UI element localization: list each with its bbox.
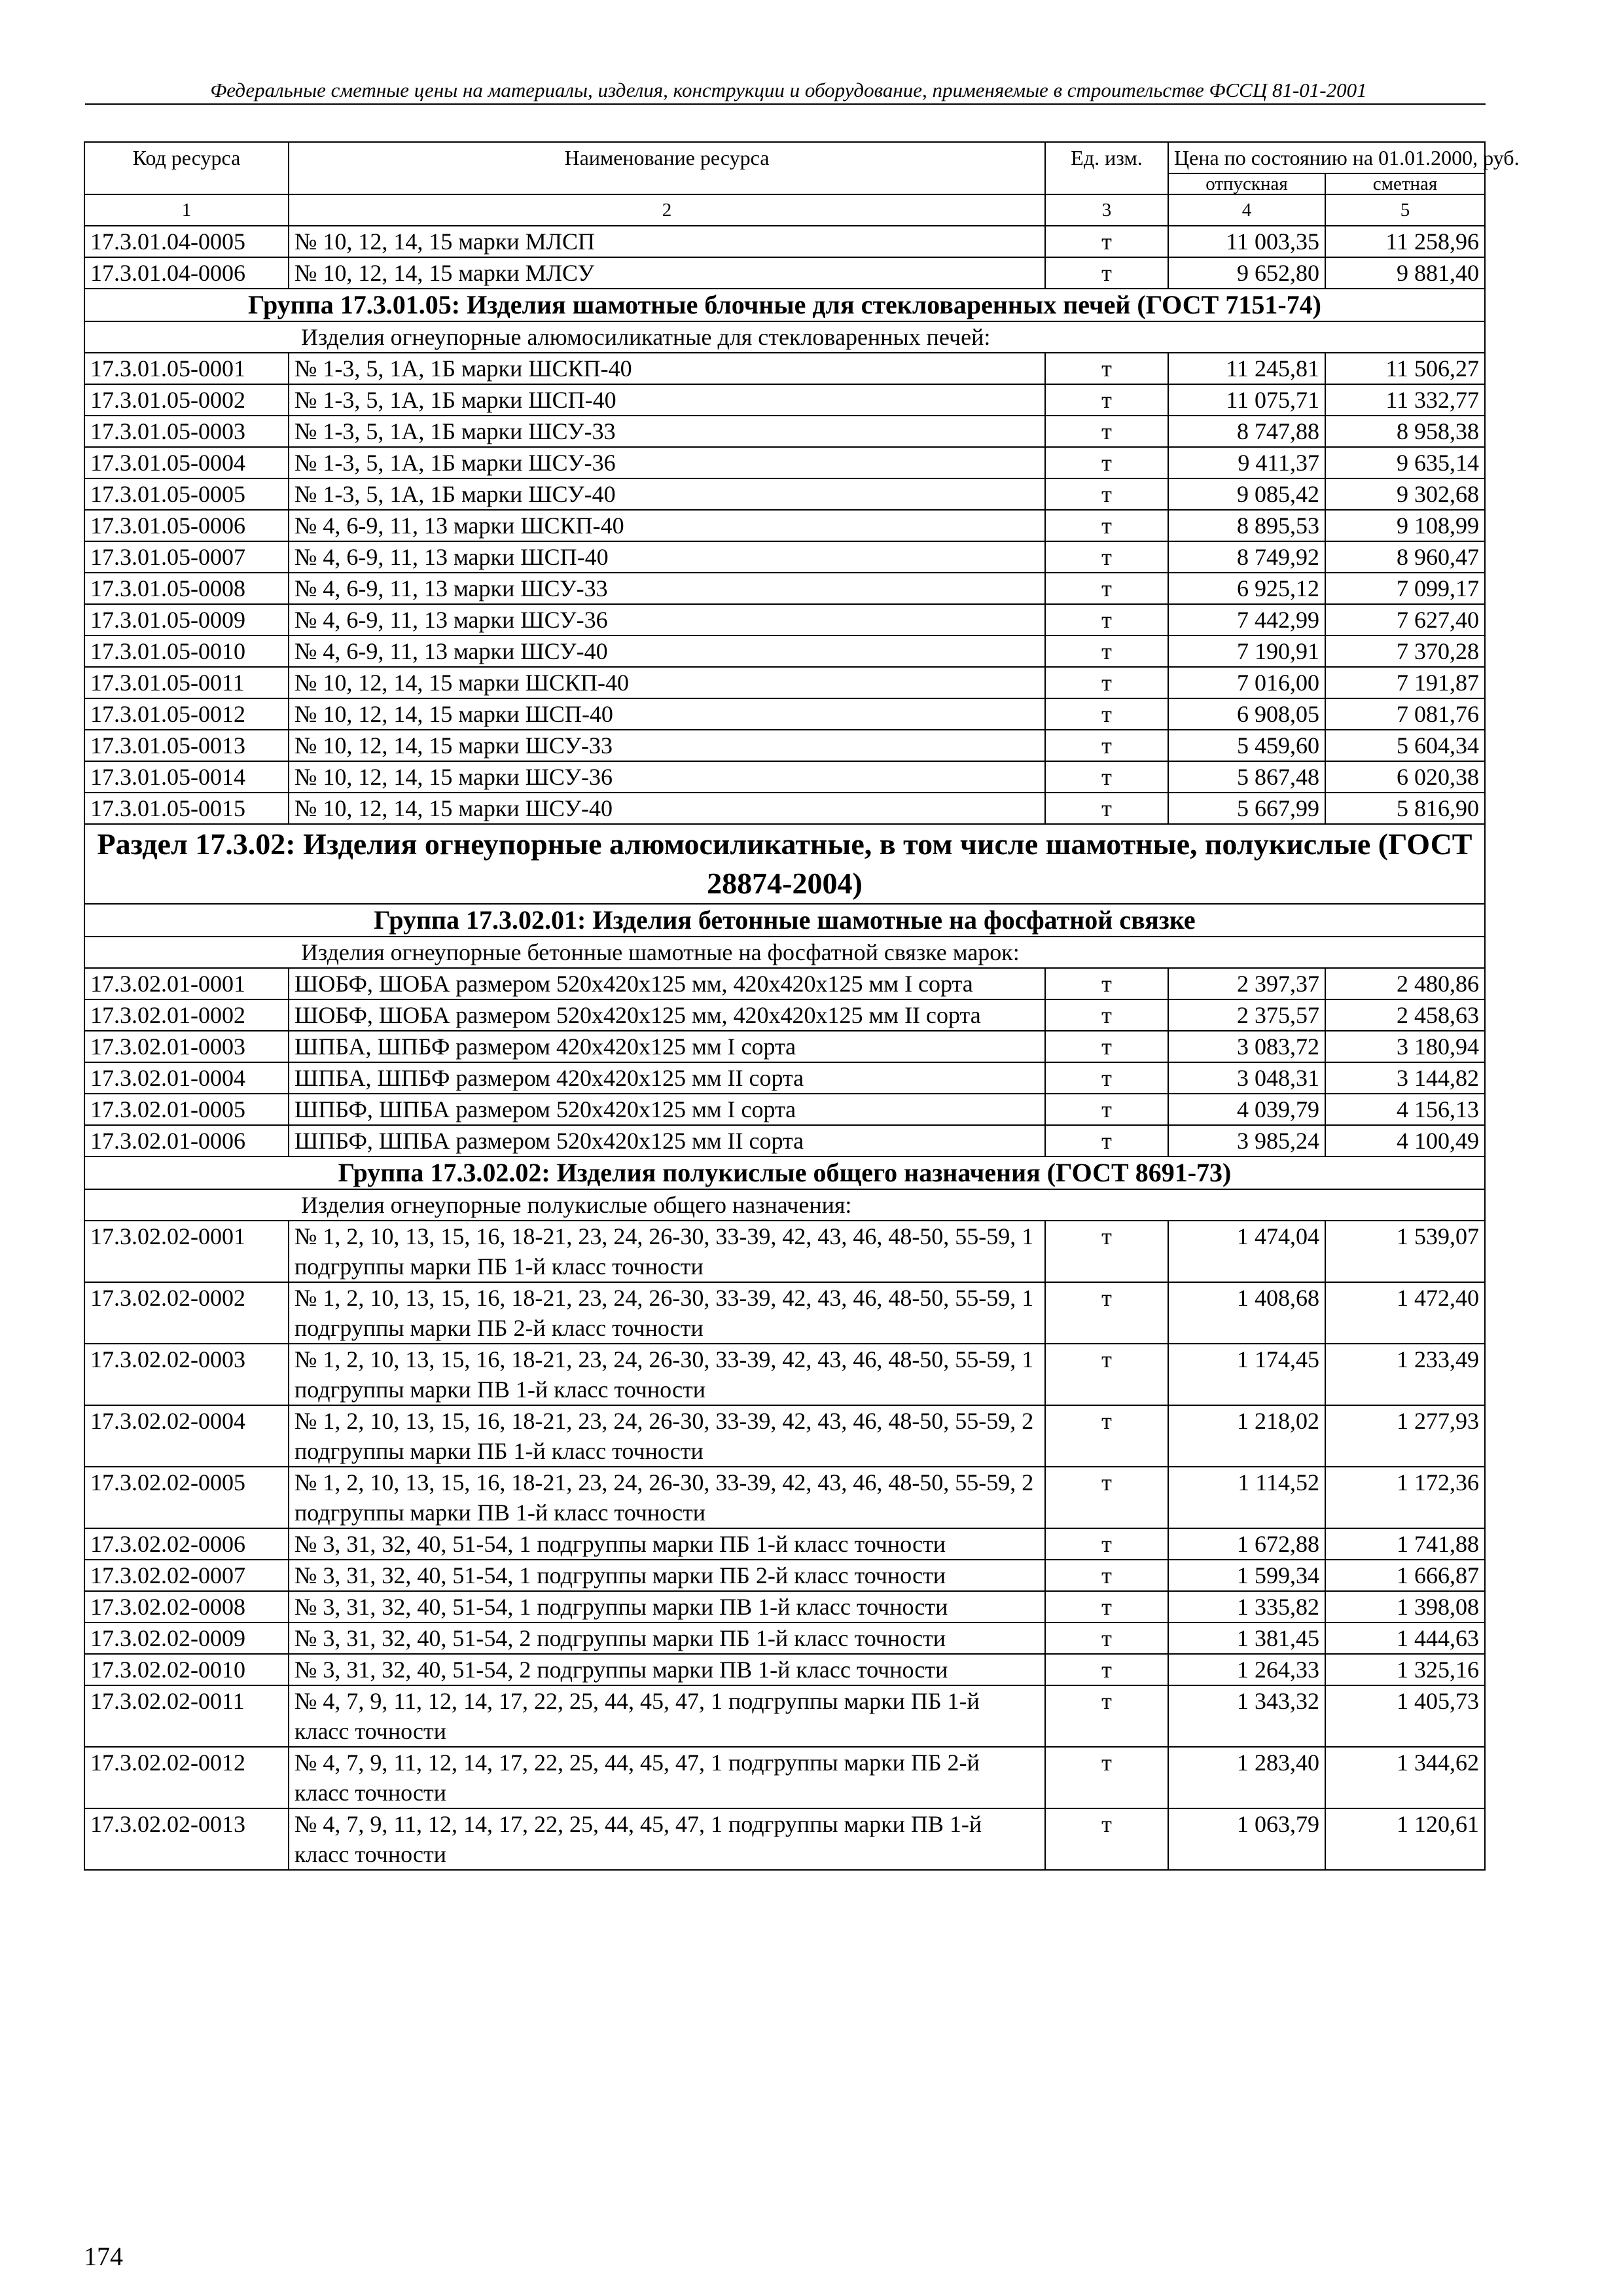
price-release: 1 672,88 — [1168, 1528, 1325, 1560]
resource-code: 17.3.02.01-0005 — [84, 1094, 289, 1125]
resource-unit: т — [1045, 968, 1168, 999]
price-release: 2 397,37 — [1168, 968, 1325, 999]
group-heading-row — [84, 289, 1485, 321]
resource-unit: т — [1045, 698, 1168, 730]
resource-unit: т — [1045, 1591, 1168, 1623]
table-row — [84, 1125, 1485, 1157]
resource-unit: т — [1045, 1125, 1168, 1157]
group-heading: Группа 17.3.02.02: Изделия полукислые общего назначения (ГОСТ 8691-73) — [84, 1157, 1485, 1189]
resource-name: № 4, 7, 9, 11, 12, 14, 17, 22, 25, 44, 45, 47, 1 подгруппы марки ПБ 1-й класс точности — [289, 1685, 1045, 1747]
price-release: 1 174,45 — [1168, 1344, 1325, 1405]
column-number: 4 — [1168, 194, 1325, 226]
resource-name: № 10, 12, 14, 15 марки МЛСП — [289, 226, 1045, 257]
header-divider — [85, 103, 1486, 105]
price-estimate: 1 233,49 — [1325, 1344, 1485, 1405]
resource-code: 17.3.02.01-0003 — [84, 1031, 289, 1062]
table-row — [84, 636, 1485, 667]
table-row — [84, 1467, 1485, 1528]
resource-unit: т — [1045, 1062, 1168, 1094]
table-row — [84, 353, 1485, 384]
resource-name: № 1-3, 5, 1А, 1Б марки ШСКП-40 — [289, 353, 1045, 384]
resource-name: № 4, 6-9, 11, 13 марки ШСКП-40 — [289, 510, 1045, 541]
table-row — [84, 1654, 1485, 1685]
sub-heading-row — [84, 937, 1485, 968]
resource-code: 17.3.01.05-0007 — [84, 541, 289, 573]
price-estimate: 7 627,40 — [1325, 604, 1485, 636]
resource-name: ШПБФ, ШПБА размером 520х420х125 мм I сорта — [289, 1094, 1045, 1125]
resource-code: 17.3.01.05-0004 — [84, 447, 289, 478]
resource-unit: т — [1045, 1031, 1168, 1062]
price-release: 11 245,81 — [1168, 353, 1325, 384]
table-row — [84, 510, 1485, 541]
table-row — [84, 478, 1485, 510]
price-estimate: 3 180,94 — [1325, 1031, 1485, 1062]
price-estimate: 1 325,16 — [1325, 1654, 1485, 1685]
resource-name: № 10, 12, 14, 15 марки ШСП-40 — [289, 698, 1045, 730]
price-estimate: 1 666,87 — [1325, 1560, 1485, 1591]
price-release: 1 599,34 — [1168, 1560, 1325, 1591]
group-heading: Группа 17.3.02.01: Изделия бетонные шамотные на фосфатной связке — [84, 904, 1485, 937]
section-heading: Раздел 17.3.02: Изделия огнеупорные алюмосиликатные, в том числе шамотные, полукислые (ГОСТ 28874-2004) — [84, 824, 1485, 904]
resource-code: 17.3.02.01-0006 — [84, 1125, 289, 1157]
resource-code: 17.3.01.05-0015 — [84, 793, 289, 824]
table-row — [84, 761, 1485, 793]
resource-name: № 4, 6-9, 11, 13 марки ШСУ-33 — [289, 573, 1045, 604]
resource-unit: т — [1045, 1467, 1168, 1528]
group-heading-row — [84, 1157, 1485, 1189]
resource-name: № 10, 12, 14, 15 марки ШСКП-40 — [289, 667, 1045, 698]
header-name: Наименование ресурса — [289, 142, 1045, 194]
resource-unit: т — [1045, 636, 1168, 667]
price-estimate: 1 172,36 — [1325, 1467, 1485, 1528]
table-row — [84, 1623, 1485, 1654]
resource-name: ШПБФ, ШПБА размером 520х420х125 мм II сорта — [289, 1125, 1045, 1157]
sub-heading: Изделия огнеупорные полукислые общего назначения: — [84, 1189, 1485, 1221]
table-row — [84, 1221, 1485, 1282]
resource-name: № 3, 31, 32, 40, 51-54, 2 подгруппы марки ПБ 1-й класс точности — [289, 1623, 1045, 1654]
resource-unit: т — [1045, 1221, 1168, 1282]
page-number: 174 — [84, 2242, 123, 2271]
resource-code: 17.3.02.02-0005 — [84, 1467, 289, 1528]
resource-code: 17.3.02.02-0011 — [84, 1685, 289, 1747]
resource-code: 17.3.02.01-0002 — [84, 999, 289, 1031]
price-estimate: 9 635,14 — [1325, 447, 1485, 478]
resource-name: № 10, 12, 14, 15 марки ШСУ-40 — [289, 793, 1045, 824]
resource-unit: т — [1045, 541, 1168, 573]
resource-unit: т — [1045, 793, 1168, 824]
column-number: 3 — [1045, 194, 1168, 226]
price-estimate: 6 020,38 — [1325, 761, 1485, 793]
group-heading-row — [84, 904, 1485, 937]
price-estimate: 9 302,68 — [1325, 478, 1485, 510]
resource-unit: т — [1045, 478, 1168, 510]
resource-name: № 1-3, 5, 1А, 1Б марки ШСУ-36 — [289, 447, 1045, 478]
table-row — [84, 667, 1485, 698]
resource-unit: т — [1045, 416, 1168, 447]
table-row — [84, 1094, 1485, 1125]
table-row — [84, 1528, 1485, 1560]
price-estimate: 11 332,77 — [1325, 384, 1485, 416]
price-release: 8 747,88 — [1168, 416, 1325, 447]
sub-heading: Изделия огнеупорные бетонные шамотные на фосфатной связке марок: — [84, 937, 1485, 968]
price-release: 3 083,72 — [1168, 1031, 1325, 1062]
price-estimate: 5 604,34 — [1325, 730, 1485, 761]
table-row — [84, 384, 1485, 416]
sub-heading-row — [84, 1189, 1485, 1221]
price-estimate: 1 344,62 — [1325, 1747, 1485, 1808]
resource-name: № 1, 2, 10, 13, 15, 16, 18-21, 23, 24, 26-30, 33-39, 42, 43, 46, 48-50, 55-59, 1 подгруппы марки ПВ 1-й класс точности — [289, 1344, 1045, 1405]
resource-name: № 10, 12, 14, 15 марки ШСУ-33 — [289, 730, 1045, 761]
resource-unit: т — [1045, 667, 1168, 698]
price-release: 1 381,45 — [1168, 1623, 1325, 1654]
header-price: Цена по состоянию на 01.01.2000, руб. — [1168, 142, 1485, 173]
price-release: 9 411,37 — [1168, 447, 1325, 478]
column-number: 1 — [84, 194, 289, 226]
price-estimate: 1 539,07 — [1325, 1221, 1485, 1282]
resource-code: 17.3.01.05-0008 — [84, 573, 289, 604]
column-number: 2 — [289, 194, 1045, 226]
price-release: 8 749,92 — [1168, 541, 1325, 573]
table-row — [84, 1747, 1485, 1808]
resource-code: 17.3.02.02-0006 — [84, 1528, 289, 1560]
price-release: 9 652,80 — [1168, 257, 1325, 289]
price-estimate: 8 958,38 — [1325, 416, 1485, 447]
header-unit: Ед. изм. — [1045, 142, 1168, 194]
resource-code: 17.3.01.05-0011 — [84, 667, 289, 698]
price-estimate: 11 506,27 — [1325, 353, 1485, 384]
price-estimate: 7 081,76 — [1325, 698, 1485, 730]
price-table — [84, 141, 1520, 1871]
table-header — [84, 142, 1520, 226]
price-release: 6 908,05 — [1168, 698, 1325, 730]
sub-heading-row — [84, 321, 1485, 353]
header-code: Код ресурса — [84, 142, 289, 194]
resource-name: № 4, 7, 9, 11, 12, 14, 17, 22, 25, 44, 45, 47, 1 подгруппы марки ПБ 2-й класс точности — [289, 1747, 1045, 1808]
resource-code: 17.3.02.02-0012 — [84, 1747, 289, 1808]
resource-code: 17.3.02.02-0009 — [84, 1623, 289, 1654]
table-row — [84, 226, 1485, 257]
resource-name: № 1, 2, 10, 13, 15, 16, 18-21, 23, 24, 26-30, 33-39, 42, 43, 46, 48-50, 55-59, 1 подгруппы марки ПБ 2-й класс точности — [289, 1282, 1045, 1344]
price-estimate: 5 816,90 — [1325, 793, 1485, 824]
price-release: 6 925,12 — [1168, 573, 1325, 604]
price-estimate: 1 277,93 — [1325, 1405, 1485, 1467]
header-price-estimate: сметная — [1325, 173, 1485, 194]
resource-name: № 10, 12, 14, 15 марки МЛСУ — [289, 257, 1045, 289]
resource-code: 17.3.02.02-0007 — [84, 1560, 289, 1591]
resource-name: № 1, 2, 10, 13, 15, 16, 18-21, 23, 24, 26-30, 33-39, 42, 43, 46, 48-50, 55-59, 2 подгруппы марки ПБ 1-й класс точности — [289, 1405, 1045, 1467]
resource-unit: т — [1045, 1282, 1168, 1344]
resource-unit: т — [1045, 573, 1168, 604]
price-release: 1 264,33 — [1168, 1654, 1325, 1685]
resource-code: 17.3.02.01-0001 — [84, 968, 289, 999]
table-row — [84, 1591, 1485, 1623]
table-row — [84, 1808, 1485, 1870]
price-estimate: 1 120,61 — [1325, 1808, 1485, 1870]
price-estimate: 1 741,88 — [1325, 1528, 1485, 1560]
price-estimate: 1 398,08 — [1325, 1591, 1485, 1623]
table-row — [84, 541, 1485, 573]
resource-name: № 1, 2, 10, 13, 15, 16, 18-21, 23, 24, 26-30, 33-39, 42, 43, 46, 48-50, 55-59, 1 подгруппы марки ПБ 1-й класс точности — [289, 1221, 1045, 1282]
resource-name: № 1-3, 5, 1А, 1Б марки ШСУ-40 — [289, 478, 1045, 510]
table-row — [84, 447, 1485, 478]
resource-unit: т — [1045, 447, 1168, 478]
resource-unit: т — [1045, 1747, 1168, 1808]
group-heading: Группа 17.3.01.05: Изделия шамотные блочные для стекловаренных печей (ГОСТ 7151-74) — [84, 289, 1485, 321]
resource-name: № 1-3, 5, 1А, 1Б марки ШСП-40 — [289, 384, 1045, 416]
header-price-release: отпускная — [1168, 173, 1325, 194]
resource-name: № 4, 7, 9, 11, 12, 14, 17, 22, 25, 44, 45, 47, 1 подгруппы марки ПВ 1-й класс точности — [289, 1808, 1045, 1870]
resource-unit: т — [1045, 1654, 1168, 1685]
price-release: 1 335,82 — [1168, 1591, 1325, 1623]
price-release: 9 085,42 — [1168, 478, 1325, 510]
price-estimate: 9 108,99 — [1325, 510, 1485, 541]
resource-code: 17.3.02.02-0004 — [84, 1405, 289, 1467]
resource-name: № 1, 2, 10, 13, 15, 16, 18-21, 23, 24, 26-30, 33-39, 42, 43, 46, 48-50, 55-59, 2 подгруппы марки ПВ 1-й класс точности — [289, 1467, 1045, 1528]
resource-name: № 10, 12, 14, 15 марки ШСУ-36 — [289, 761, 1045, 793]
price-release: 4 039,79 — [1168, 1094, 1325, 1125]
price-estimate: 9 881,40 — [1325, 257, 1485, 289]
resource-code: 17.3.01.05-0005 — [84, 478, 289, 510]
table-row — [84, 257, 1485, 289]
resource-unit: т — [1045, 730, 1168, 761]
price-estimate: 1 444,63 — [1325, 1623, 1485, 1654]
price-release: 7 442,99 — [1168, 604, 1325, 636]
price-estimate: 2 458,63 — [1325, 999, 1485, 1031]
column-number: 5 — [1325, 194, 1485, 226]
resource-code: 17.3.02.02-0001 — [84, 1221, 289, 1282]
resource-code: 17.3.01.05-0006 — [84, 510, 289, 541]
resource-unit: т — [1045, 1094, 1168, 1125]
resource-code: 17.3.01.05-0010 — [84, 636, 289, 667]
table-row — [84, 1685, 1485, 1747]
resource-code: 17.3.01.04-0006 — [84, 257, 289, 289]
resource-unit: т — [1045, 510, 1168, 541]
resource-code: 17.3.02.02-0002 — [84, 1282, 289, 1344]
price-release: 5 867,48 — [1168, 761, 1325, 793]
resource-code: 17.3.02.02-0008 — [84, 1591, 289, 1623]
resource-code: 17.3.02.02-0010 — [84, 1654, 289, 1685]
resource-name: № 4, 6-9, 11, 13 марки ШСУ-40 — [289, 636, 1045, 667]
price-estimate: 7 191,87 — [1325, 667, 1485, 698]
resource-unit: т — [1045, 257, 1168, 289]
price-estimate: 7 370,28 — [1325, 636, 1485, 667]
price-release: 11 075,71 — [1168, 384, 1325, 416]
price-release: 3 048,31 — [1168, 1062, 1325, 1094]
table-row — [84, 1031, 1485, 1062]
price-estimate: 11 258,96 — [1325, 226, 1485, 257]
resource-unit: т — [1045, 1344, 1168, 1405]
resource-unit: т — [1045, 1623, 1168, 1654]
table-row — [84, 698, 1485, 730]
price-release: 1 408,68 — [1168, 1282, 1325, 1344]
price-estimate: 8 960,47 — [1325, 541, 1485, 573]
resource-unit: т — [1045, 1528, 1168, 1560]
resource-name: № 1-3, 5, 1А, 1Б марки ШСУ-33 — [289, 416, 1045, 447]
table-row — [84, 416, 1485, 447]
price-release: 1 343,32 — [1168, 1685, 1325, 1747]
table-row — [84, 1062, 1485, 1094]
resource-name: № 4, 6-9, 11, 13 марки ШСУ-36 — [289, 604, 1045, 636]
price-estimate: 4 100,49 — [1325, 1125, 1485, 1157]
resource-unit: т — [1045, 761, 1168, 793]
resource-unit: т — [1045, 384, 1168, 416]
price-release: 1 063,79 — [1168, 1808, 1325, 1870]
price-release: 1 114,52 — [1168, 1467, 1325, 1528]
resource-code: 17.3.01.05-0013 — [84, 730, 289, 761]
resource-unit: т — [1045, 1808, 1168, 1870]
resource-code: 17.3.01.05-0001 — [84, 353, 289, 384]
price-release: 1 474,04 — [1168, 1221, 1325, 1282]
price-release: 7 016,00 — [1168, 667, 1325, 698]
resource-code: 17.3.02.02-0013 — [84, 1808, 289, 1870]
resource-code: 17.3.01.05-0003 — [84, 416, 289, 447]
table-row — [84, 793, 1485, 824]
resource-code: 17.3.01.05-0012 — [84, 698, 289, 730]
resource-unit: т — [1045, 604, 1168, 636]
resource-code: 17.3.01.04-0005 — [84, 226, 289, 257]
resource-unit: т — [1045, 1560, 1168, 1591]
resource-code: 17.3.01.05-0002 — [84, 384, 289, 416]
price-release: 8 895,53 — [1168, 510, 1325, 541]
resource-code: 17.3.02.01-0004 — [84, 1062, 289, 1094]
resource-unit: т — [1045, 353, 1168, 384]
resource-code: 17.3.01.05-0009 — [84, 604, 289, 636]
price-release: 1 283,40 — [1168, 1747, 1325, 1808]
price-release: 7 190,91 — [1168, 636, 1325, 667]
price-release: 1 218,02 — [1168, 1405, 1325, 1467]
price-release: 2 375,57 — [1168, 999, 1325, 1031]
table-row — [84, 1282, 1485, 1344]
price-estimate: 3 144,82 — [1325, 1062, 1485, 1094]
price-release: 5 459,60 — [1168, 730, 1325, 761]
resource-code: 17.3.02.02-0003 — [84, 1344, 289, 1405]
resource-name: ШОБФ, ШОБА размером 520х420х125 мм, 420х420х125 мм I сорта — [289, 968, 1045, 999]
resource-name: № 3, 31, 32, 40, 51-54, 1 подгруппы марки ПБ 1-й класс точности — [289, 1528, 1045, 1560]
resource-name: № 3, 31, 32, 40, 51-54, 2 подгруппы марки ПВ 1-й класс точности — [289, 1654, 1045, 1685]
price-estimate: 4 156,13 — [1325, 1094, 1485, 1125]
price-release: 5 667,99 — [1168, 793, 1325, 824]
running-header: Федеральные сметные цены на материалы, изделия, конструкции и оборудование, применяемые в строительстве ФССЦ 81-01-2001 — [210, 79, 1367, 101]
price-release: 3 985,24 — [1168, 1125, 1325, 1157]
price-estimate: 1 405,73 — [1325, 1685, 1485, 1747]
resource-unit: т — [1045, 1405, 1168, 1467]
section-heading-row — [84, 824, 1485, 904]
resource-name: № 3, 31, 32, 40, 51-54, 1 подгруппы марки ПБ 2-й класс точности — [289, 1560, 1045, 1591]
table-row — [84, 604, 1485, 636]
table-row — [84, 999, 1485, 1031]
price-estimate: 1 472,40 — [1325, 1282, 1485, 1344]
price-estimate: 7 099,17 — [1325, 573, 1485, 604]
sub-heading: Изделия огнеупорные алюмосиликатные для стекловаренных печей: — [84, 321, 1485, 353]
table-row — [84, 1560, 1485, 1591]
table-body — [84, 226, 1485, 1870]
table-row — [84, 1344, 1485, 1405]
resource-name: ШПБА, ШПБФ размером 420х420х125 мм II сорта — [289, 1062, 1045, 1094]
resource-name: № 3, 31, 32, 40, 51-54, 1 подгруппы марки ПВ 1-й класс точности — [289, 1591, 1045, 1623]
resource-unit: т — [1045, 1685, 1168, 1747]
table-row — [84, 730, 1485, 761]
price-estimate: 2 480,86 — [1325, 968, 1485, 999]
resource-name: ШОБФ, ШОБА размером 520х420х125 мм, 420х420х125 мм II сорта — [289, 999, 1045, 1031]
resource-name: № 4, 6-9, 11, 13 марки ШСП-40 — [289, 541, 1045, 573]
price-release: 11 003,35 — [1168, 226, 1325, 257]
resource-unit: т — [1045, 999, 1168, 1031]
resource-code: 17.3.01.05-0014 — [84, 761, 289, 793]
resource-name: ШПБА, ШПБФ размером 420х420х125 мм I сорта — [289, 1031, 1045, 1062]
resource-unit: т — [1045, 226, 1168, 257]
table-row — [84, 573, 1485, 604]
table-row — [84, 1405, 1485, 1467]
table-row — [84, 968, 1485, 999]
